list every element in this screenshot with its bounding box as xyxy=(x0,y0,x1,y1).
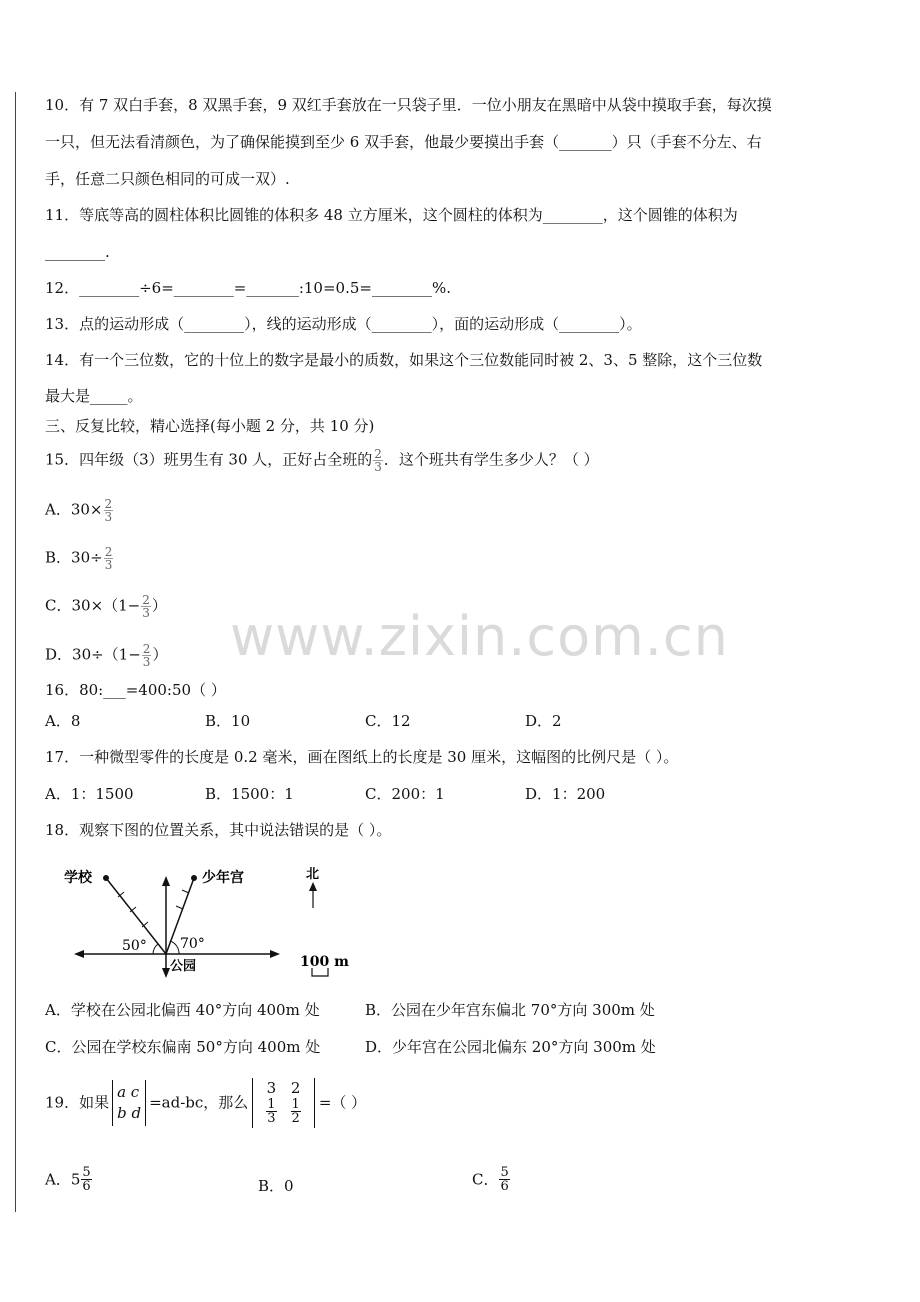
q10-line-1: 10．有 7 双白手套，8 双黑手套，9 双红手套放在一只袋子里．一位小朋友在黑暗中从袋中摸取手套，每次摸 xyxy=(45,96,772,114)
watermark: www.zixin.com.cn xyxy=(230,605,729,668)
q14-line-2: 最大是_____。 xyxy=(45,387,143,405)
q19-option-a-fraction xyxy=(81,1166,91,1193)
q19-stem-a: 19．如果 xyxy=(45,1093,110,1112)
palace-point xyxy=(191,875,197,881)
q15-frac-den: 3 xyxy=(374,460,382,474)
q15-stem-b: ．这个班共有学生多少人？（ ） xyxy=(383,450,599,469)
q15-frac-num: 2 xyxy=(374,447,382,461)
q15-option-a-text: A．30× xyxy=(45,500,103,519)
q16-option-d[interactable]: D．2 xyxy=(525,712,562,730)
q11-line-1: 11．等底等高的圆柱体积比圆锥的体积多 48 立方厘米，这个圆柱的体积为________，这个圆锥的体积为 xyxy=(45,206,738,224)
q15-option-a[interactable] xyxy=(45,498,114,523)
frac-num: 1 xyxy=(291,1097,300,1112)
frac-num: 5 xyxy=(500,1165,509,1180)
q15-stem xyxy=(45,448,599,473)
q15-stem-a: 15．四年级（3）班男生有 30 人，正好占全班的 xyxy=(45,450,373,469)
q18-option-c[interactable]: C．公园在学校东偏南 50°方向 400m 处 xyxy=(45,1038,321,1056)
matrix-cell-fraction xyxy=(291,1098,301,1125)
frac-den: 2 xyxy=(291,1111,300,1126)
north-arrow-icon xyxy=(162,876,170,886)
school-point xyxy=(103,875,109,881)
close-paren: ） xyxy=(152,645,168,664)
q19-stem xyxy=(45,1078,366,1128)
matrix-cell: 2 xyxy=(290,1079,301,1097)
north-indicator-arrow-icon xyxy=(309,882,317,891)
q15-option-d[interactable] xyxy=(45,643,167,668)
q15-option-c[interactable] xyxy=(45,594,167,619)
palace-label: 少年宫 xyxy=(202,870,244,886)
frac-num: 5 xyxy=(82,1165,91,1180)
angle-label-70: 70° xyxy=(180,936,205,952)
scale-label: 100 m xyxy=(300,954,349,970)
q15-option-c-text: C．30×（1− xyxy=(45,596,141,615)
q17-option-c[interactable]: C．200：1 xyxy=(365,785,445,803)
q15-option-a-fraction xyxy=(104,498,114,523)
matrix-cell: 3 xyxy=(266,1079,277,1097)
q15-option-b[interactable] xyxy=(45,546,114,571)
q16-stem: 16．80:___=400:50（ ） xyxy=(45,681,226,699)
tick xyxy=(182,890,189,893)
frac-den: 3 xyxy=(104,510,113,524)
west-arrow-icon xyxy=(74,950,84,958)
q19-stem-c: =（ ） xyxy=(318,1093,367,1112)
q15-fraction xyxy=(373,448,383,473)
q19-option-c-text: C． xyxy=(472,1170,499,1189)
q19-stem-b: =ad-bc，那么 xyxy=(149,1093,249,1112)
q19-determinant-matrix xyxy=(252,1078,315,1128)
frac-num: 2 xyxy=(104,545,113,559)
q16-option-c[interactable]: C．12 xyxy=(365,712,411,730)
page-margin-line xyxy=(15,92,16,1212)
q17-option-a[interactable]: A．1：1500 xyxy=(45,785,134,803)
north-label: 北 xyxy=(306,867,320,882)
q19-option-c-fraction xyxy=(499,1166,509,1193)
q18-option-a[interactable]: A．学校在公园北偏西 40°方向 400m 处 xyxy=(45,1001,320,1019)
angle-label-50: 50° xyxy=(122,938,147,954)
q17-option-b[interactable]: B．1500：1 xyxy=(205,785,294,803)
angle-arc-70 xyxy=(170,941,179,954)
q13-line: 13．点的运动形成（________），线的运动形成（________），面的运动形成（________）。 xyxy=(45,315,642,333)
det-row-2: b d xyxy=(117,1104,142,1122)
frac-num: 2 xyxy=(104,497,113,511)
det-row-1: a c xyxy=(117,1083,140,1101)
q18-position-diagram xyxy=(60,860,360,985)
q19-option-a-text: A．5 xyxy=(45,1170,81,1189)
frac-num: 1 xyxy=(267,1097,276,1112)
frac-den: 3 xyxy=(267,1111,276,1126)
frac-num: 2 xyxy=(142,593,150,607)
q19-option-c[interactable] xyxy=(472,1166,511,1193)
frac-den: 3 xyxy=(142,655,151,669)
q15-option-c-fraction xyxy=(141,594,151,619)
q10-line-3: 手，任意二只颜色相同的可成一双）. xyxy=(45,170,290,188)
q14-line-1: 14．有一个三位数，它的十位上的数字是最小的质数，如果这个三位数能同时被 2、3、5 整除，这个三位数 xyxy=(45,351,763,369)
q16-option-a[interactable]: A．8 xyxy=(45,712,81,730)
q19-option-a[interactable] xyxy=(45,1166,93,1193)
q18-option-d[interactable]: D．少年宫在公园北偏东 20°方向 300m 处 xyxy=(365,1038,656,1056)
park-label: 公园 xyxy=(170,959,197,974)
school-label: 学校 xyxy=(64,870,92,886)
q18-option-b[interactable]: B．公园在少年宫东偏北 70°方向 300m 处 xyxy=(365,1001,655,1019)
q19-option-b[interactable]: B．0 xyxy=(258,1177,294,1195)
frac-den: 3 xyxy=(142,606,150,620)
q19-determinant-definition xyxy=(112,1080,146,1126)
q15-option-b-fraction xyxy=(104,546,114,571)
frac-den: 6 xyxy=(500,1179,509,1194)
frac-num: 2 xyxy=(142,642,151,656)
frac-den: 6 xyxy=(82,1179,91,1194)
q15-option-d-text: D．30÷（1− xyxy=(45,645,141,664)
tick xyxy=(176,906,183,909)
q15-option-d-fraction xyxy=(142,643,152,668)
matrix-cell-fraction xyxy=(266,1098,276,1125)
angle-arc-50 xyxy=(153,944,158,954)
q18-stem: 18．观察下图的位置关系，其中说法错误的是（ ）。 xyxy=(45,821,392,839)
section-3-heading: 三、反复比较，精心选择(每小题 2 分，共 10 分) xyxy=(45,417,375,435)
south-arrow-icon xyxy=(162,968,170,978)
q12-line: 12．________÷6=________=_______:10=0.5=________%. xyxy=(45,279,451,297)
close-paren: ） xyxy=(151,596,167,615)
q10-line-2: 一只，但无法看清颜色，为了确保能摸到至少 6 双手套，他最少要摸出手套（_______）只（手套不分左、右 xyxy=(45,133,762,151)
q16-option-b[interactable]: B．10 xyxy=(205,712,251,730)
frac-den: 3 xyxy=(104,558,113,572)
east-arrow-icon xyxy=(270,950,280,958)
q15-option-b-text: B．30÷ xyxy=(45,548,103,567)
q11-line-2: ________. xyxy=(45,243,110,261)
q17-stem: 17．一种微型零件的长度是 0.2 毫米，画在图纸上的长度是 30 厘米，这幅图的比例尺是（ ）。 xyxy=(45,748,679,766)
q17-option-d[interactable]: D．1：200 xyxy=(525,785,606,803)
